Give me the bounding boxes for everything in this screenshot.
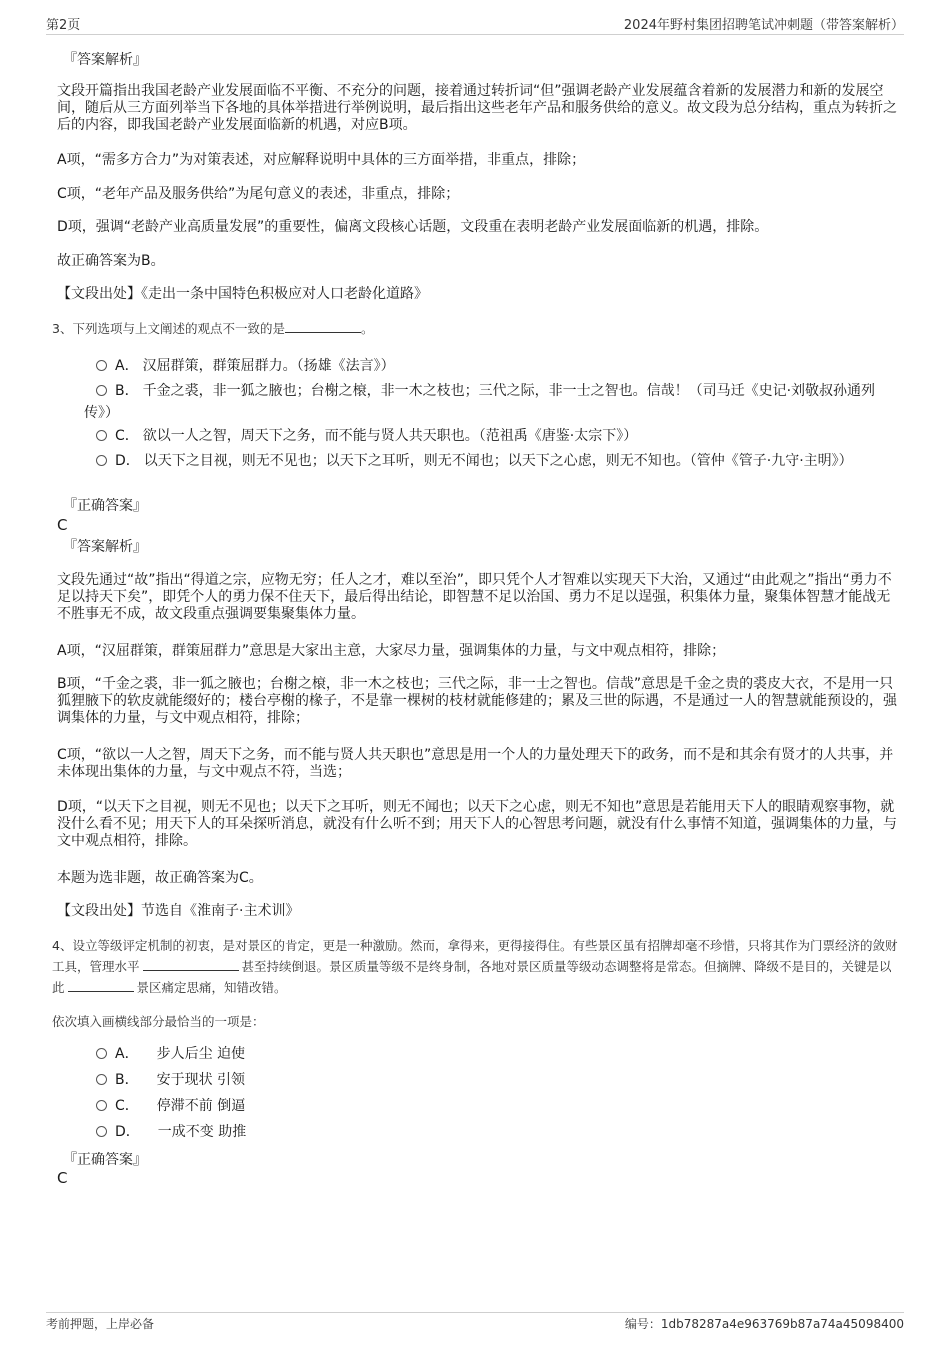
option-a[interactable]: A． 步人后尘 迫使 (84, 1043, 894, 1065)
analysis-paragraph: 文段先通过“故”指出“得道之宗，应物无穷；任人之才，难以至治”，即只凭个人才智难以实现天下大治，又通过“由此观之”指出“勇力不足以持天下矣”，即凭个人的勇力保不住天下，最后得出结论，即智慧不足以治国、勇力不足以逞强，积集体力量，聚集体智慧才能战无不胜事无不成，故文段重点强调要集聚集体力量。 (57, 572, 892, 622)
analysis-option-c: C项，“欲以一人之智，周天下之务，而不能与贤人共天职也”意思是用一个人的力量处理天下的政务，而不是和其余有贤才的人共事，并未体现出集体的力量，与文中观点不符，当选； (57, 747, 894, 780)
footer-slogan: 考前押题，上岸必备 (46, 1317, 155, 1331)
analysis-tag: 『答案解析』 (63, 539, 147, 555)
analysis-option-a: A项，“汉屈群策，群策屈群力”意思是大家出主意，大家尽力量，强调集体的力量，与文中观点相符，排除； (57, 643, 726, 659)
answer-blank (68, 979, 134, 992)
analysis-conclusion: 故正确答案为B。 (57, 253, 165, 269)
option-b[interactable]: B． 千金之裘，非一狐之腋也；台榭之榱，非一木之枝也；三代之际，非一士之智也。信哉！（司马迁《史记·刘敬叔孙通列传》） (84, 383, 876, 421)
option-b[interactable]: B． 安于现状 引领 (84, 1069, 894, 1091)
question-4-prompt: 依次填入画横线部分最恰当的一项是： (52, 1014, 265, 1029)
analysis-option-d: D项，强调“老龄产业高质量发展”的重要性，偏离文段核心话题，文段重在表明老龄产业发展面临新的机遇，排除。 (57, 219, 769, 235)
correct-answer-tag: 『正确答案』 (63, 1152, 147, 1168)
analysis-option-a: A项，“需多方合力”为对策表述，对应解释说明中具体的三方面举措，非重点，排除； (57, 152, 586, 168)
analysis-source: 【文段出处】《走出一条中国特色积极应对人口老龄化道路》 (57, 286, 428, 302)
radio-icon[interactable] (96, 360, 107, 371)
radio-icon[interactable] (96, 1048, 107, 1059)
radio-icon[interactable] (96, 1074, 107, 1085)
question-3-stem: 3、下列选项与上文阐述的观点不一致的是 。 (52, 321, 374, 336)
option-a[interactable]: A． 汉屈群策，群策屈群力。（扬雄《法言》） (84, 355, 894, 377)
analysis-source: 【文段出处】节选自《淮南子·主术训》 (57, 903, 300, 919)
question-4-stem: 4、设立等级评定机制的初衷，是对景区的肯定，更是一种激励。然而，拿得来，更得接得住。有些景区虽有招牌却毫不珍惜，只将其作为门票经济的敛财工具，管理水平 甚至持续倒退。景区质量等级不是终身制，各地对景区质量等级动态调整将是常态。但摘牌、降级不是目的，关键是以此 景区痛定思痛，知错改错。 (52, 938, 898, 995)
answer-blank (285, 320, 361, 333)
radio-icon[interactable] (96, 385, 107, 396)
radio-icon[interactable] (96, 1126, 107, 1137)
option-d[interactable]: D． 一成不变 助推 (84, 1121, 894, 1143)
radio-icon[interactable] (96, 430, 107, 441)
correct-answer: C (57, 516, 68, 534)
radio-icon[interactable] (96, 455, 107, 466)
analysis-conclusion: 本题为选非题，故正确答案为C。 (57, 870, 263, 886)
correct-answer-tag: 『正确答案』 (63, 498, 147, 514)
document-id: 编号：1db78287a4e963769b87a74a45098400 (624, 1317, 904, 1331)
analysis-option-c: C项，“老年产品及服务供给”为尾句意义的表述，非重点，排除； (57, 186, 460, 202)
analysis-option-d: D项，“以天下之目视，则无不见也；以天下之耳听，则无不闻也；以天下之心虑，则无不知也”意思是若能用天下人的眼睛观察事物，就没什么看不见；用天下人的耳朵探听消息，就没有什么听不到；用天下人的心智思考问题，就没有什么事情不知道，强调集体的力量，与文中观点相符，排除。 (57, 799, 897, 849)
analysis-paragraph: 文段开篇指出我国老龄产业发展面临不平衡、不充分的问题，接着通过转折词“但”强调老龄产业发展蕴含着新的发展潜力和新的发展空间，随后从三方面列举当下各地的具体举措进行举例说明，最后指出这些老年产品和服务供给的意义。故文段为总分结构，重点为转折之后的内容，即我国老龄产业发展面临新的机遇，对应B项。 (57, 83, 897, 133)
correct-answer: C (57, 1169, 68, 1187)
document-title: 2024年野村集团招聘笔试冲刺题（带答案解析） (623, 18, 904, 33)
option-c[interactable]: C． 停滞不前 倒逼 (84, 1095, 894, 1117)
answer-blank (143, 958, 239, 971)
analysis-option-b: B项，“千金之裘，非一狐之腋也；台榭之榱，非一木之枝也；三代之际，非一士之智也。信哉”意思是千金之贵的裘皮大衣，不是用一只狐狸腋下的软皮就能缀好的；楼台亭榭的椽子，不是靠一棵树的枝材就能修建的；累及三世的际遇，不是通过一人的智慧就能预设的，强调集体的力量，与文中观点相符，排除； (57, 676, 897, 726)
option-c[interactable]: C． 欲以一人之智，周天下之务，而不能与贤人共天职也。（范祖禹《唐鉴·太宗下》） (84, 425, 894, 447)
analysis-tag: 『答案解析』 (63, 52, 147, 68)
radio-icon[interactable] (96, 1100, 107, 1111)
page-footer (46, 1312, 904, 1337)
page-number: 第2页 (46, 18, 81, 33)
option-d[interactable]: D． 以天下之目视，则无不见也；以天下之耳听，则无不闻也；以天下之心虑，则无不知也。（管仲《管子·九守·主明》） (84, 450, 894, 472)
